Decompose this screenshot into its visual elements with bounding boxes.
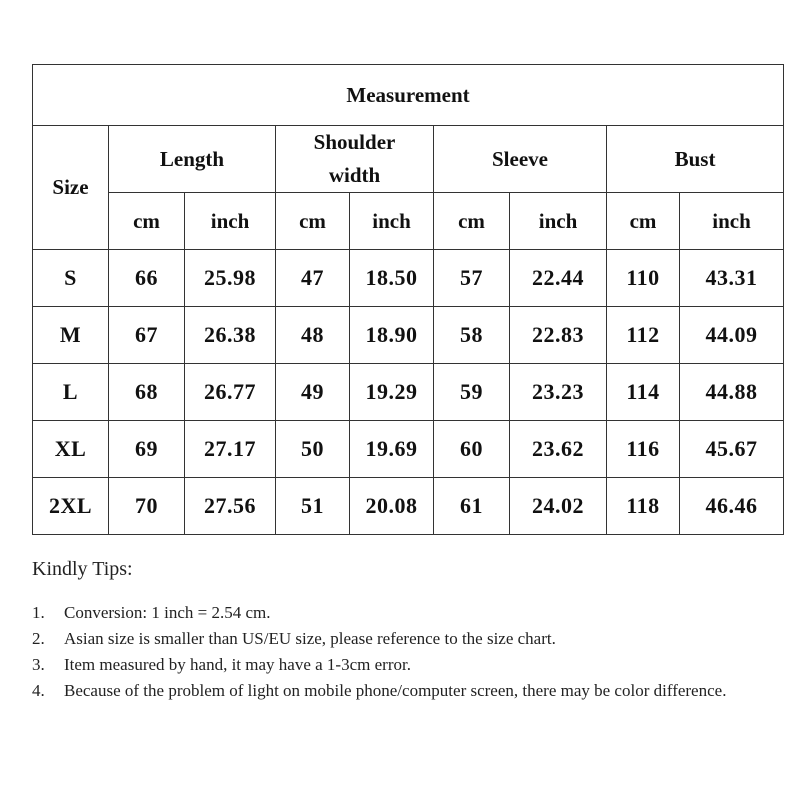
- table-cell: 26.77: [185, 364, 276, 421]
- table-cell: 118: [607, 478, 680, 535]
- table-row: [33, 250, 784, 307]
- table-cell: 22.44: [510, 250, 607, 307]
- table-cell: 69: [109, 421, 185, 478]
- table-cell: 110: [607, 250, 680, 307]
- table-cell: 50: [276, 421, 350, 478]
- unit-header: inch: [680, 193, 784, 250]
- table-cell: 44.88: [680, 364, 784, 421]
- unit-header: cm: [434, 193, 510, 250]
- unit-header: inch: [510, 193, 607, 250]
- table-cell: 116: [607, 421, 680, 478]
- table-cell: 18.90: [350, 307, 434, 364]
- tips-title: Kindly Tips:: [32, 558, 133, 580]
- table-cell: 114: [607, 364, 680, 421]
- length-header: Length: [109, 126, 276, 193]
- table-cell: 59: [434, 364, 510, 421]
- size-cell: XL: [33, 421, 109, 478]
- table-cell: 23.23: [510, 364, 607, 421]
- table-cell: 47: [276, 250, 350, 307]
- table-cell: 26.38: [185, 307, 276, 364]
- size-cell: L: [33, 364, 109, 421]
- unit-header: cm: [276, 193, 350, 250]
- unit-header-row: [33, 193, 784, 250]
- table-cell: 27.56: [185, 478, 276, 535]
- table-cell: 45.67: [680, 421, 784, 478]
- table-cell: 44.09: [680, 307, 784, 364]
- size-cell: S: [33, 250, 109, 307]
- tip-text: Item measured by hand, it may have a 1-3cm error.: [64, 655, 411, 674]
- kindly-tips: [32, 558, 784, 704]
- tip-item: [32, 600, 784, 626]
- size-chart-table: [32, 64, 784, 535]
- tip-item: [32, 652, 784, 678]
- table-cell: 22.83: [510, 307, 607, 364]
- table-cell: 23.62: [510, 421, 607, 478]
- tip-text: Conversion: 1 inch = 2.54 cm.: [64, 603, 271, 622]
- tip-item: [32, 626, 784, 652]
- tip-number: 2.: [32, 629, 45, 648]
- table-cell: 49: [276, 364, 350, 421]
- table-cell: 70: [109, 478, 185, 535]
- tips-list: [32, 600, 784, 704]
- bust-header: Bust: [607, 126, 784, 193]
- table-cell: 27.17: [185, 421, 276, 478]
- unit-header: cm: [607, 193, 680, 250]
- table-cell: 60: [434, 421, 510, 478]
- table-cell: 24.02: [510, 478, 607, 535]
- table-cell: 43.31: [680, 250, 784, 307]
- table-row: [33, 421, 784, 478]
- table-cell: 61: [434, 478, 510, 535]
- table-cell: 19.69: [350, 421, 434, 478]
- table-cell: 19.29: [350, 364, 434, 421]
- size-cell: 2XL: [33, 478, 109, 535]
- shoulder-width-header: Shoulder width: [276, 126, 434, 193]
- tip-text: Because of the problem of light on mobile phone/computer screen, there may be color difference.: [64, 681, 727, 700]
- table-cell: 112: [607, 307, 680, 364]
- tip-number: 1.: [32, 603, 45, 622]
- table-cell: 48: [276, 307, 350, 364]
- table-title: Measurement: [33, 65, 784, 126]
- table-cell: 58: [434, 307, 510, 364]
- table-row: [33, 478, 784, 535]
- table-cell: 25.98: [185, 250, 276, 307]
- size-header: Size: [33, 126, 109, 250]
- table-cell: 20.08: [350, 478, 434, 535]
- table-row: [33, 307, 784, 364]
- tip-number: 4.: [32, 681, 45, 700]
- sleeve-header: Sleeve: [434, 126, 607, 193]
- table-row: [33, 364, 784, 421]
- size-cell: M: [33, 307, 109, 364]
- table-cell: 51: [276, 478, 350, 535]
- table-title-row: [33, 65, 784, 126]
- tip-number: 3.: [32, 655, 45, 674]
- table-cell: 57: [434, 250, 510, 307]
- table-cell: 67: [109, 307, 185, 364]
- unit-header: inch: [350, 193, 434, 250]
- table-cell: 66: [109, 250, 185, 307]
- unit-header: inch: [185, 193, 276, 250]
- table-cell: 18.50: [350, 250, 434, 307]
- table-cell: 68: [109, 364, 185, 421]
- unit-header: cm: [109, 193, 185, 250]
- group-header-row: [33, 126, 784, 193]
- tip-item: [32, 678, 784, 704]
- table-cell: 46.46: [680, 478, 784, 535]
- tip-text: Asian size is smaller than US/EU size, please reference to the size chart.: [64, 629, 556, 648]
